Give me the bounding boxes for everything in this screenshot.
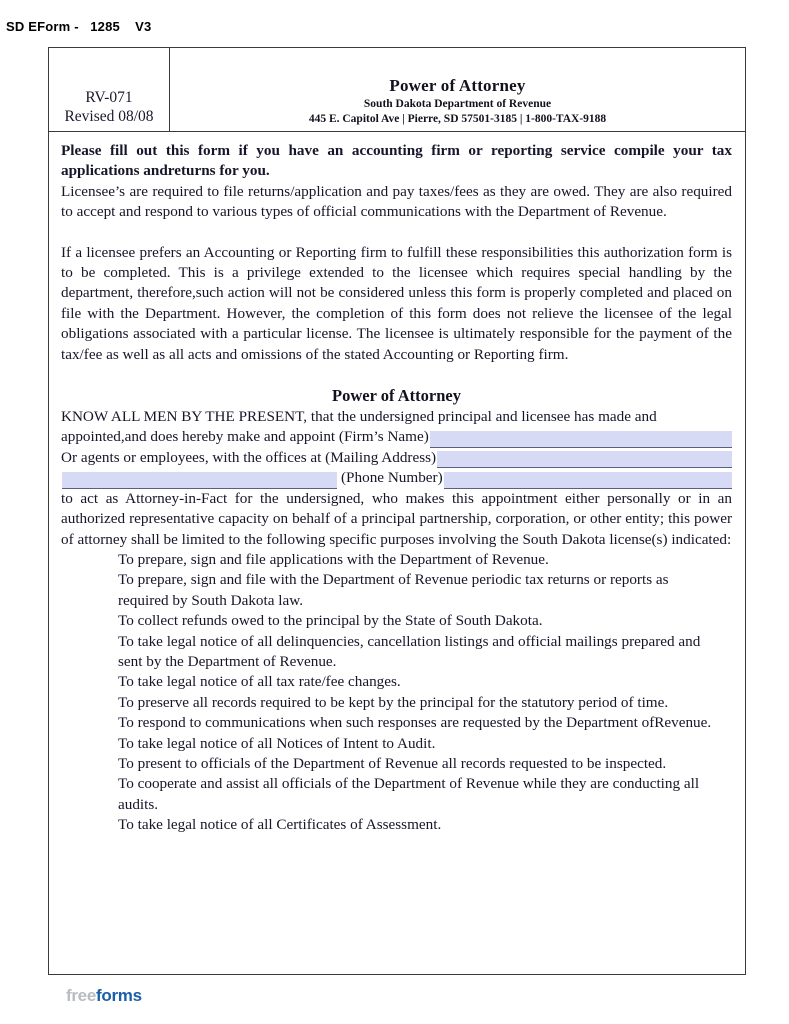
list-item: To prepare, sign and file applications with the Department of Revenue. (118, 550, 549, 568)
firm-name-row (61, 427, 732, 447)
attorney-in-fact-paragraph: to act as Attorney-in-Fact for the undersigned, who makes this appointment either personally or in an authorized representative capacity on behalf of a principal partnership, corporation, or other entity; this power of attorney shall be limited to the following specific purposes involving the South Dakota license(s) indicated: (61, 489, 732, 548)
document-title: Power of Attorney (389, 76, 526, 95)
list-item: To cooperate and assist all officials of the Department of Revenue while they are conducting all audits. (118, 775, 700, 813)
form-number-cell (49, 48, 170, 131)
phone-number-label: (Phone Number) (341, 469, 443, 487)
mailing-address-continued-input[interactable] (62, 472, 337, 489)
authorization-paragraph: If a licensee prefers an Accounting or Reporting firm to fulfill these responsibilities this authorization form is to be completed. This is a privilege extended to the licensee which requires special handling by the department, therefore,such action will not be considered unless this form is properly completed and placed on file with the Department. However, the completion of this form does not relieve the licensee of the legal obligations associated with a particular license. The licensee is ultimately responsible for the payment of the tax/fee as well as all acts and omissions of the stated Accounting or Reporting firm. (61, 243, 732, 363)
document-header (49, 48, 745, 132)
phone-number-row (61, 468, 732, 488)
list-item: To take legal notice of all Certificates of Assessment. (118, 816, 442, 834)
mailing-address-row (61, 448, 732, 468)
list-item: To take legal notice of all Notices of Intent to Audit. (118, 734, 436, 752)
document-body (49, 132, 745, 836)
list-item: To take legal notice of all tax rate/fee changes. (118, 673, 401, 691)
poa-section-heading: Power of Attorney (332, 386, 461, 406)
mailing-address-label: Or agents or employees, with the offices at (Mailing Address) (61, 448, 437, 466)
list-item: To respond to communications when such responses are requested by the Department ofRevenue. (118, 714, 712, 732)
form-number: RV-071 (85, 89, 133, 106)
bold-instruction-paragraph: Please fill out this form if you have an accounting firm or reporting service compile your tax applications andreturns for you. (61, 142, 732, 180)
list-item: To collect refunds owed to the principal by the State of South Dakota. (118, 612, 543, 630)
department-address: 445 E. Capitol Ave | Pierre, SD 57501-3185 | 1-800-TAX-9188 (308, 113, 607, 125)
eform-identifier-label: SD EForm - 1285 V3 (6, 19, 152, 34)
list-item: To take legal notice of all delinquencies, cancellation listings and official mailings prepared and sent by the Department of Revenue. (118, 632, 701, 670)
list-item: To preserve all records required to be kept by the principal for the statutory period of time. (118, 693, 669, 711)
licensee-requirements-paragraph: Licensee’s are required to file returns/application and pay taxes/fees as they are owed. They are also required to accept and respond to various types of official communications with the Department of Revenue. (61, 182, 732, 221)
firm-name-input[interactable] (430, 431, 732, 448)
list-item: To present to officials of the Department of Revenue all records requested to be inspected. (118, 754, 667, 772)
know-all-men-line: KNOW ALL MEN BY THE PRESENT, that the undersigned principal and licensee has made and (61, 408, 657, 426)
freeforms-logo (66, 986, 142, 1006)
logo-text-forms: forms (96, 986, 142, 1005)
firm-name-label: appointed,and does hereby make and appoint (Firm’s Name) (61, 428, 429, 446)
paragraph-spacer (61, 223, 732, 243)
department-name: South Dakota Department of Revenue (363, 98, 552, 110)
document-page (48, 47, 746, 975)
logo-text-free: free (66, 986, 96, 1005)
phone-number-input[interactable] (444, 472, 732, 489)
list-item: To prepare, sign and file with the Department of Revenue periodic tax returns or reports as required by South Dakota law. (118, 571, 669, 609)
agency-cell (170, 48, 745, 131)
purpose-list (61, 550, 732, 836)
section-spacer (61, 365, 732, 385)
form-revision-date: Revised 08/08 (64, 108, 154, 125)
mailing-address-input[interactable] (437, 451, 732, 468)
